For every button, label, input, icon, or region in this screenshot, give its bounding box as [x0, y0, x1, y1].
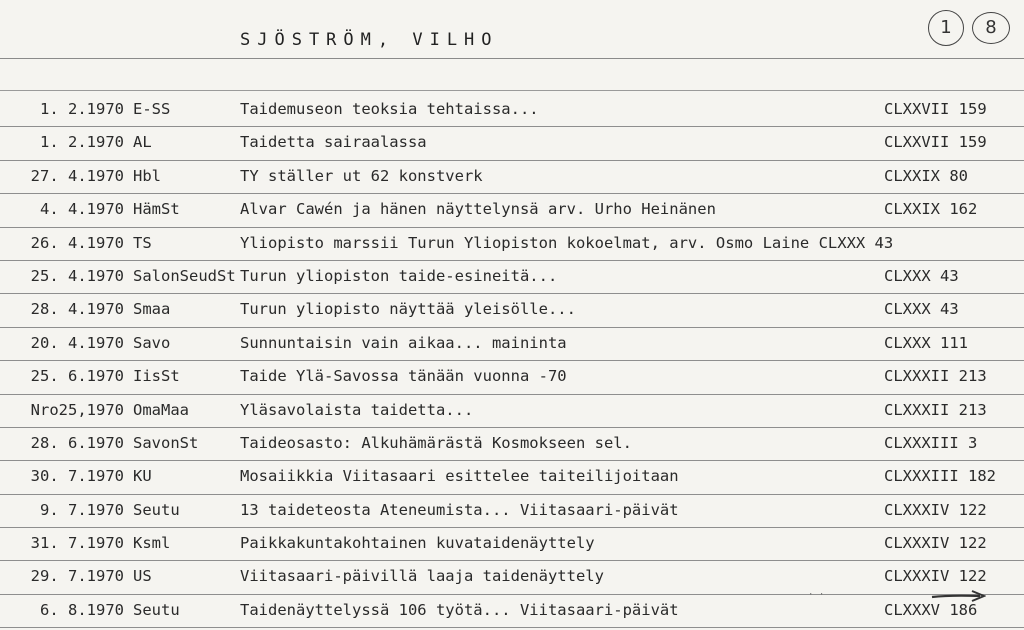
entry-date: 1. 2.1970: [40, 133, 124, 152]
entry-reference: CLXXXII 213: [884, 400, 987, 419]
entry-source: Ksml: [133, 534, 171, 553]
entry-reference: CLXXX 111: [884, 333, 968, 352]
entry-reference: CLXXVII 159: [884, 100, 987, 118]
entry-source: Seutu: [133, 600, 180, 619]
list-item: [0, 395, 1024, 428]
entry-title: Paikkakuntakohtainen kuvataidenäyttely: [240, 534, 595, 553]
entry-date: 1. 2.1970: [40, 100, 124, 118]
entry-reference: CLXXXV 186: [884, 600, 978, 619]
list-item: [0, 328, 1024, 361]
entry-title: Viitasaari-päivillä laaja taidenäyttely: [240, 567, 604, 586]
entry-date: 31. 7.1970: [30, 534, 124, 553]
list-item: [0, 495, 1024, 528]
entry-title: Alvar Cawén ja hänen näyttelynsä arv. Urho Heinänen: [240, 200, 716, 219]
list-item: [0, 294, 1024, 327]
entry-source: Smaa: [133, 300, 171, 319]
list-item: [0, 361, 1024, 394]
entry-date: 28. 4.1970: [30, 300, 124, 319]
entry-reference: CLXXX 43: [884, 300, 959, 319]
entry-reference: CLXXXIV 122: [884, 500, 987, 519]
entry-reference: CLXXXII 213: [884, 367, 987, 386]
list-item: [0, 561, 1024, 594]
entry-date: 20. 4.1970: [30, 333, 124, 352]
header-rule: [0, 58, 1024, 59]
entry-source: SalonSeudSt: [133, 266, 236, 285]
entry-title: Yliopisto marssii Turun Yliopiston kokoelmat, arv. Osmo Laine CLXXX 43: [240, 233, 894, 252]
page-number-circled: 1: [928, 10, 964, 46]
entry-source: HämSt: [133, 200, 180, 219]
entry-date: 27. 4.1970: [30, 166, 124, 185]
list-item: [0, 428, 1024, 461]
entry-title: Yläsavolaista taidetta...: [240, 400, 474, 419]
entry-source: TS: [133, 233, 152, 252]
header-rule-2: [0, 90, 1024, 91]
entry-source: Seutu: [133, 500, 180, 519]
entry-title: 13 taideteosta Ateneumista... Viitasaari-päivät: [240, 500, 679, 519]
entry-date: 28. 6.1970: [30, 433, 124, 452]
entry-source: SavonSt: [133, 433, 199, 452]
arrow-right-icon: [930, 590, 986, 602]
entry-title: Taidetta sairaalassa: [240, 133, 427, 152]
pencil-marks: · ·: [808, 590, 825, 600]
entry-title: Taide Ylä-Savossa tänään vuonna -70: [240, 367, 567, 386]
entry-source: US: [133, 567, 152, 586]
entry-title: Turun yliopisto näyttää yleisölle...: [240, 300, 576, 319]
entry-title: TY ställer ut 62 konstverk: [240, 166, 483, 185]
entry-reference: CLXXVII 159: [884, 133, 987, 152]
entry-source: IisSt: [133, 367, 180, 386]
entry-source: KU: [133, 467, 152, 486]
entry-source: Hbl: [133, 166, 161, 185]
entry-date: 6. 8.1970: [40, 600, 124, 619]
page-number-total-circled: 8: [972, 12, 1010, 44]
entry-title: Taideosasto: Alkuhämärästä Kosmokseen sel.: [240, 433, 632, 452]
card-title: SJÖSTRÖM, VILHO: [240, 30, 499, 50]
entry-title: Sunnuntaisin vain aikaa... maininta: [240, 333, 567, 352]
entry-title: Mosaiikkia Viitasaari esittelee taiteilijoitaan: [240, 467, 679, 486]
entry-source: Savo: [133, 333, 171, 352]
entry-date: Nro25,1970: [30, 400, 124, 419]
entry-reference: CLXXXIV 122: [884, 534, 987, 553]
list-item: [0, 595, 1024, 628]
entry-reference: CLXXIX 162: [884, 200, 978, 219]
list-item: [0, 228, 1024, 261]
list-item: [0, 461, 1024, 494]
entry-source: E-SS: [133, 100, 171, 118]
list-item: [0, 261, 1024, 294]
entry-list: [0, 94, 1024, 628]
entry-date: 25. 6.1970: [30, 367, 124, 386]
list-item: [0, 528, 1024, 561]
entry-source: AL: [133, 133, 152, 152]
entry-title: Taidenäyttelyssä 106 työtä... Viitasaari-päivät: [240, 600, 679, 619]
entry-title: Turun yliopiston taide-esineitä...: [240, 266, 558, 285]
entry-date: 9. 7.1970: [40, 500, 124, 519]
entry-date: 26. 4.1970: [30, 233, 124, 252]
entry-reference: CLXXIX 80: [884, 166, 968, 185]
entry-reference: CLXXXIV 122: [884, 567, 987, 586]
list-item: [0, 161, 1024, 194]
list-item: [0, 194, 1024, 227]
entry-title: Taidemuseon teoksia tehtaissa...: [240, 100, 539, 118]
entry-reference: CLXXXIII 3: [884, 433, 978, 452]
entry-date: 4. 4.1970: [40, 200, 124, 219]
list-item: [0, 94, 1024, 127]
entry-date: 29. 7.1970: [30, 567, 124, 586]
entry-date: 25. 4.1970: [30, 266, 124, 285]
entry-date: 30. 7.1970: [30, 467, 124, 486]
list-item: [0, 127, 1024, 160]
entry-source: OmaMaa: [133, 400, 189, 419]
entry-reference: CLXXXIII 182: [884, 467, 996, 486]
entry-reference: CLXXX 43: [884, 266, 959, 285]
